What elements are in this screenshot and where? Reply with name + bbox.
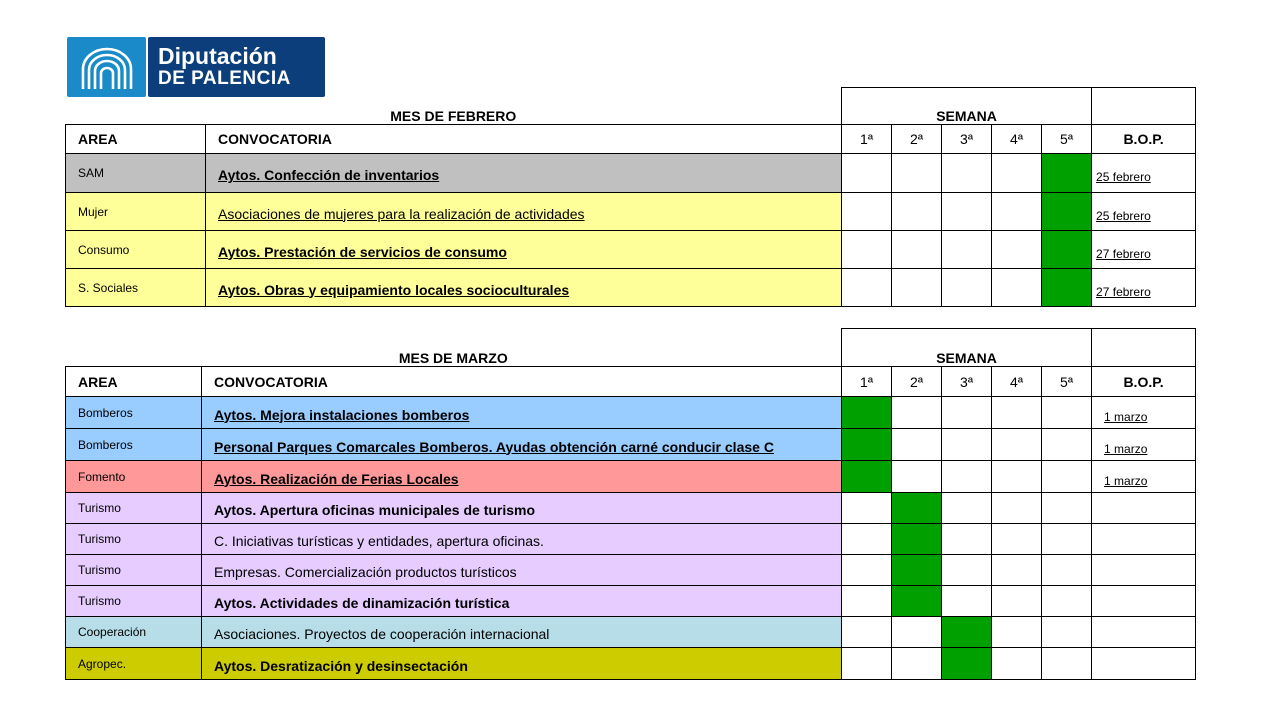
table-row xyxy=(66,429,1196,461)
week-marked-cell xyxy=(892,493,942,524)
area-header: AREA xyxy=(66,367,202,397)
bop-link[interactable]: 1 marzo xyxy=(1104,473,1148,488)
week-marked-cell xyxy=(842,397,892,429)
convocatoria-cell xyxy=(202,429,842,461)
week-cell xyxy=(1042,586,1092,617)
convocatoria-header: CONVOCATORIA xyxy=(206,125,842,154)
week-cell xyxy=(842,493,892,524)
bop-cell xyxy=(1092,555,1196,586)
convocatoria-cell xyxy=(202,555,842,586)
bop-header: B.O.P. xyxy=(1092,125,1196,154)
table-row xyxy=(66,524,1196,555)
table-marzo xyxy=(65,328,1196,680)
week-marked-cell xyxy=(942,617,992,648)
convocatoria-text: Aytos. Apertura oficinas municipales de turismo xyxy=(214,502,536,518)
logo-line-1: Diputación xyxy=(158,42,277,69)
week-cell xyxy=(842,524,892,555)
week-cell xyxy=(842,154,892,193)
column-header-row xyxy=(66,367,1196,397)
week-cell xyxy=(992,617,1042,648)
week-cell xyxy=(1042,493,1092,524)
week-cell xyxy=(942,429,992,461)
bop-cell xyxy=(1092,397,1196,429)
week-cell xyxy=(842,269,892,307)
week-marked-cell xyxy=(1042,231,1092,269)
bop-cell xyxy=(1092,193,1196,231)
week-cell xyxy=(942,555,992,586)
bop-cell xyxy=(1092,524,1196,555)
table-row xyxy=(66,193,1196,231)
week-cell xyxy=(842,617,892,648)
week-3-header: 3ª xyxy=(942,367,992,397)
week-cell xyxy=(1042,429,1092,461)
column-header-row xyxy=(66,125,1196,154)
week-cell xyxy=(842,231,892,269)
semana-header: SEMANA xyxy=(842,329,1092,367)
week-marked-cell xyxy=(1042,269,1092,307)
week-5-header: 5ª xyxy=(1042,367,1092,397)
convocatoria-link[interactable]: Asociaciones de mujeres para la realización de actividades xyxy=(218,205,585,222)
bop-cell xyxy=(1092,461,1196,493)
area-cell: Consumo xyxy=(66,231,206,269)
week-marked-cell xyxy=(892,586,942,617)
week-cell xyxy=(992,154,1042,193)
semana-header: SEMANA xyxy=(842,88,1092,125)
convocatoria-text: Aytos. Desratización y desinsectación xyxy=(214,657,468,674)
convocatoria-link[interactable]: Aytos. Realización de Ferias Locales xyxy=(214,470,459,487)
convocatoria-text: Aytos. Actividades de dinamización turística xyxy=(214,595,510,611)
table-row xyxy=(66,617,1196,648)
week-cell xyxy=(1042,397,1092,429)
week-cell xyxy=(842,648,892,680)
table-row xyxy=(66,397,1196,429)
convocatoria-text: C. Iniciativas turísticas y entidades, apertura oficinas. xyxy=(214,533,544,549)
week-2-header: 2ª xyxy=(892,367,942,397)
convocatoria-header: CONVOCATORIA xyxy=(202,367,842,397)
week-cell xyxy=(992,193,1042,231)
convocatoria-cell xyxy=(206,269,842,307)
week-cell xyxy=(892,617,942,648)
week-cell xyxy=(992,555,1042,586)
area-cell: Turismo xyxy=(66,524,202,555)
week-marked-cell xyxy=(842,429,892,461)
bop-link[interactable]: 27 febrero xyxy=(1096,284,1151,299)
month-title: MES DE MARZO xyxy=(398,350,508,366)
week-cell xyxy=(842,586,892,617)
week-cell xyxy=(992,493,1042,524)
week-cell xyxy=(942,493,992,524)
week-3-header: 3ª xyxy=(942,125,992,154)
logo-line-2: DE PALENCIA xyxy=(158,68,291,90)
week-2-header: 2ª xyxy=(892,125,942,154)
table-row xyxy=(66,586,1196,617)
bop-header: B.O.P. xyxy=(1092,367,1196,397)
week-cell xyxy=(992,397,1042,429)
convocatoria-link[interactable]: Personal Parques Comarcales Bomberos. Ayudas obtención carné conducir clase C xyxy=(214,438,774,455)
week-marked-cell xyxy=(842,461,892,493)
week-1-header: 1ª xyxy=(842,125,892,154)
week-cell xyxy=(942,397,992,429)
week-cell xyxy=(892,154,942,193)
convocatoria-link[interactable]: Aytos. Mejora instalaciones bomberos xyxy=(214,406,470,423)
bop-link[interactable]: 25 febrero xyxy=(1096,170,1151,184)
week-cell xyxy=(992,524,1042,555)
bop-link[interactable]: 1 marzo xyxy=(1104,441,1148,456)
table-febrero xyxy=(65,87,1196,307)
bop-cell xyxy=(1092,429,1196,461)
convocatoria-link[interactable]: Aytos. Prestación de servicios de consumo xyxy=(218,243,507,260)
week-cell xyxy=(892,648,942,680)
table-row xyxy=(66,461,1196,493)
week-cell xyxy=(842,555,892,586)
week-cell xyxy=(992,586,1042,617)
week-cell xyxy=(1042,461,1092,493)
week-cell xyxy=(842,193,892,231)
week-cell xyxy=(992,648,1042,680)
area-cell: SAM xyxy=(66,154,206,193)
header-empty-cell xyxy=(1092,88,1196,125)
table-row xyxy=(66,555,1196,586)
week-cell xyxy=(1042,555,1092,586)
week-marked-cell xyxy=(892,524,942,555)
week-cell xyxy=(942,269,992,307)
area-cell: Agropec. xyxy=(66,648,202,680)
week-marked-cell xyxy=(1042,154,1092,193)
convocatoria-text: Empresas. Comercialización productos turísticos xyxy=(214,564,517,580)
convocatoria-cell xyxy=(202,586,842,617)
week-cell xyxy=(942,154,992,193)
bop-link[interactable]: 25 febrero xyxy=(1096,208,1151,223)
week-cell xyxy=(992,269,1042,307)
week-4-header: 4ª xyxy=(992,125,1042,154)
week-cell xyxy=(1042,524,1092,555)
header-empty-cell xyxy=(1092,329,1196,367)
convocatoria-cell xyxy=(206,231,842,269)
week-cell xyxy=(892,269,942,307)
week-cell xyxy=(892,461,942,493)
area-cell: Mujer xyxy=(66,193,206,231)
week-cell xyxy=(942,461,992,493)
week-marked-cell xyxy=(942,648,992,680)
convocatoria-cell xyxy=(202,397,842,429)
area-header: AREA xyxy=(66,125,206,154)
week-cell xyxy=(942,193,992,231)
week-cell xyxy=(892,397,942,429)
week-cell xyxy=(992,461,1042,493)
bop-cell xyxy=(1092,586,1196,617)
convocatoria-text: Asociaciones. Proyectos de cooperación internacional xyxy=(214,626,550,642)
week-cell xyxy=(892,429,942,461)
convocatoria-cell xyxy=(202,461,842,493)
week-cell xyxy=(992,429,1042,461)
table-row xyxy=(66,154,1196,193)
bop-cell xyxy=(1092,493,1196,524)
week-4-header: 4ª xyxy=(992,367,1042,397)
bop-cell xyxy=(1092,617,1196,648)
bop-link[interactable]: 27 febrero xyxy=(1096,246,1151,261)
week-cell xyxy=(1042,617,1092,648)
week-cell xyxy=(1042,648,1092,680)
table-row xyxy=(66,648,1196,680)
week-cell xyxy=(892,193,942,231)
convocatoria-cell xyxy=(202,493,842,524)
week-marked-cell xyxy=(1042,193,1092,231)
area-cell: Turismo xyxy=(66,555,202,586)
convocatoria-link[interactable]: Aytos. Confección de inventarios xyxy=(218,167,440,183)
week-cell xyxy=(892,231,942,269)
convocatoria-cell xyxy=(206,154,842,193)
convocatoria-cell xyxy=(202,617,842,648)
area-cell: Bomberos xyxy=(66,429,202,461)
area-cell: S. Sociales xyxy=(66,269,206,307)
week-1-header: 1ª xyxy=(842,367,892,397)
week-cell xyxy=(942,231,992,269)
bop-cell xyxy=(1092,154,1196,193)
convocatoria-cell xyxy=(206,193,842,231)
bop-link[interactable]: 1 marzo xyxy=(1104,409,1148,424)
month-title: MES DE FEBRERO xyxy=(390,108,517,124)
bop-cell xyxy=(1092,269,1196,307)
bop-cell xyxy=(1092,231,1196,269)
month-header-row xyxy=(66,88,1196,125)
week-cell xyxy=(942,524,992,555)
table-row xyxy=(66,269,1196,307)
bop-cell xyxy=(1092,648,1196,680)
week-cell xyxy=(942,586,992,617)
week-marked-cell xyxy=(892,555,942,586)
convocatoria-cell xyxy=(202,648,842,680)
table-row xyxy=(66,493,1196,524)
area-cell: Turismo xyxy=(66,493,202,524)
week-5-header: 5ª xyxy=(1042,125,1092,154)
convocatoria-link[interactable]: Aytos. Obras y equipamiento locales socioculturales xyxy=(218,281,570,298)
area-cell: Cooperación xyxy=(66,617,202,648)
area-cell: Turismo xyxy=(66,586,202,617)
week-cell xyxy=(992,231,1042,269)
area-cell: Bomberos xyxy=(66,397,202,429)
convocatoria-cell xyxy=(202,524,842,555)
area-cell: Fomento xyxy=(66,461,202,493)
table-row xyxy=(66,231,1196,269)
month-header-row xyxy=(66,329,1196,367)
